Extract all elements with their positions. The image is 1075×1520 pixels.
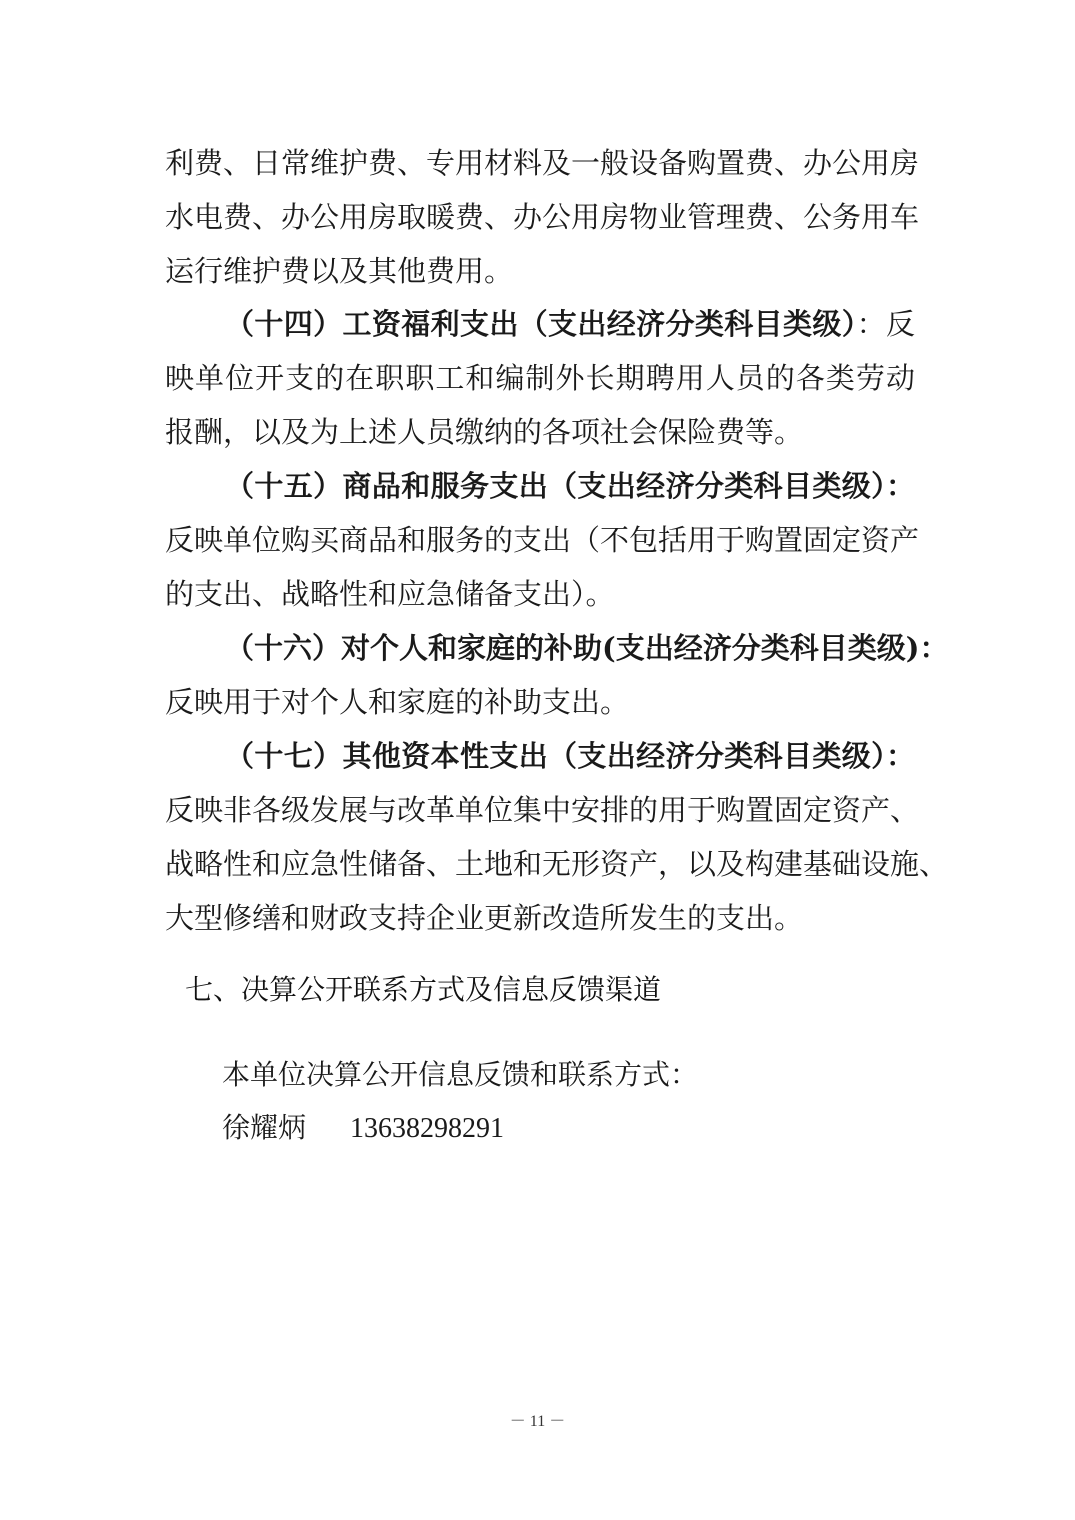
p13-line-3: 运行维护费以及其他费用。 bbox=[165, 254, 514, 288]
p13-line-1: 利费、日常维护费、专用材料及一般设备购置费、办公用房 bbox=[165, 146, 920, 180]
p13-line-2: 水电费、办公用房取暖费、办公用房物业管理费、公务用车 bbox=[165, 200, 920, 234]
contact-line bbox=[222, 1108, 504, 1149]
p14-line-1: 映单位开支的在职职工和编制外长期聘用人员的各类劳动 bbox=[165, 361, 915, 395]
p14-title-line bbox=[225, 304, 915, 344]
p16-title: （十六）对个人和家庭的补助(支出经济分类科目类级)： bbox=[225, 631, 949, 665]
p16-line-1: 反映用于对个人和家庭的补助支出。 bbox=[165, 685, 630, 719]
page-number: － 11 － bbox=[509, 1413, 566, 1430]
contact-phone: 13638298291 bbox=[350, 1113, 504, 1144]
contact-intro: 本单位决算公开信息反馈和联系方式： bbox=[222, 1058, 699, 1091]
contact-name: 徐耀炳 bbox=[222, 1111, 307, 1144]
p17-title: （十七）其他资本性支出（支出经济分类科目类级）： bbox=[225, 739, 915, 773]
p17-line-1: 反映非各级发展与改革单位集中安排的用于购置固定资产、 bbox=[165, 793, 920, 827]
p15-title: （十五）商品和服务支出（支出经济分类科目类级）： bbox=[225, 469, 915, 503]
p14-line-2: 报酬，以及为上述人员缴纳的各项社会保险费等。 bbox=[165, 415, 804, 449]
section-7-heading: 七、决算公开联系方式及信息反馈渠道 bbox=[185, 973, 662, 1006]
p15-line-2: 的支出、战略性和应急储备支出）。 bbox=[165, 577, 615, 611]
p17-line-2: 战略性和应急性储备、土地和无形资产，以及构建基础设施、 bbox=[165, 847, 949, 881]
p17-line-3: 大型修缮和财政支持企业更新改造所发生的支出。 bbox=[165, 901, 804, 935]
p14-title: （十四）工资福利支出（支出经济分类科目类级） bbox=[225, 307, 857, 341]
p14-title-suffix: ：反 bbox=[856, 307, 915, 341]
p15-line-1: 反映单位购买商品和服务的支出（不包括用于购置固定资产 bbox=[165, 523, 920, 557]
